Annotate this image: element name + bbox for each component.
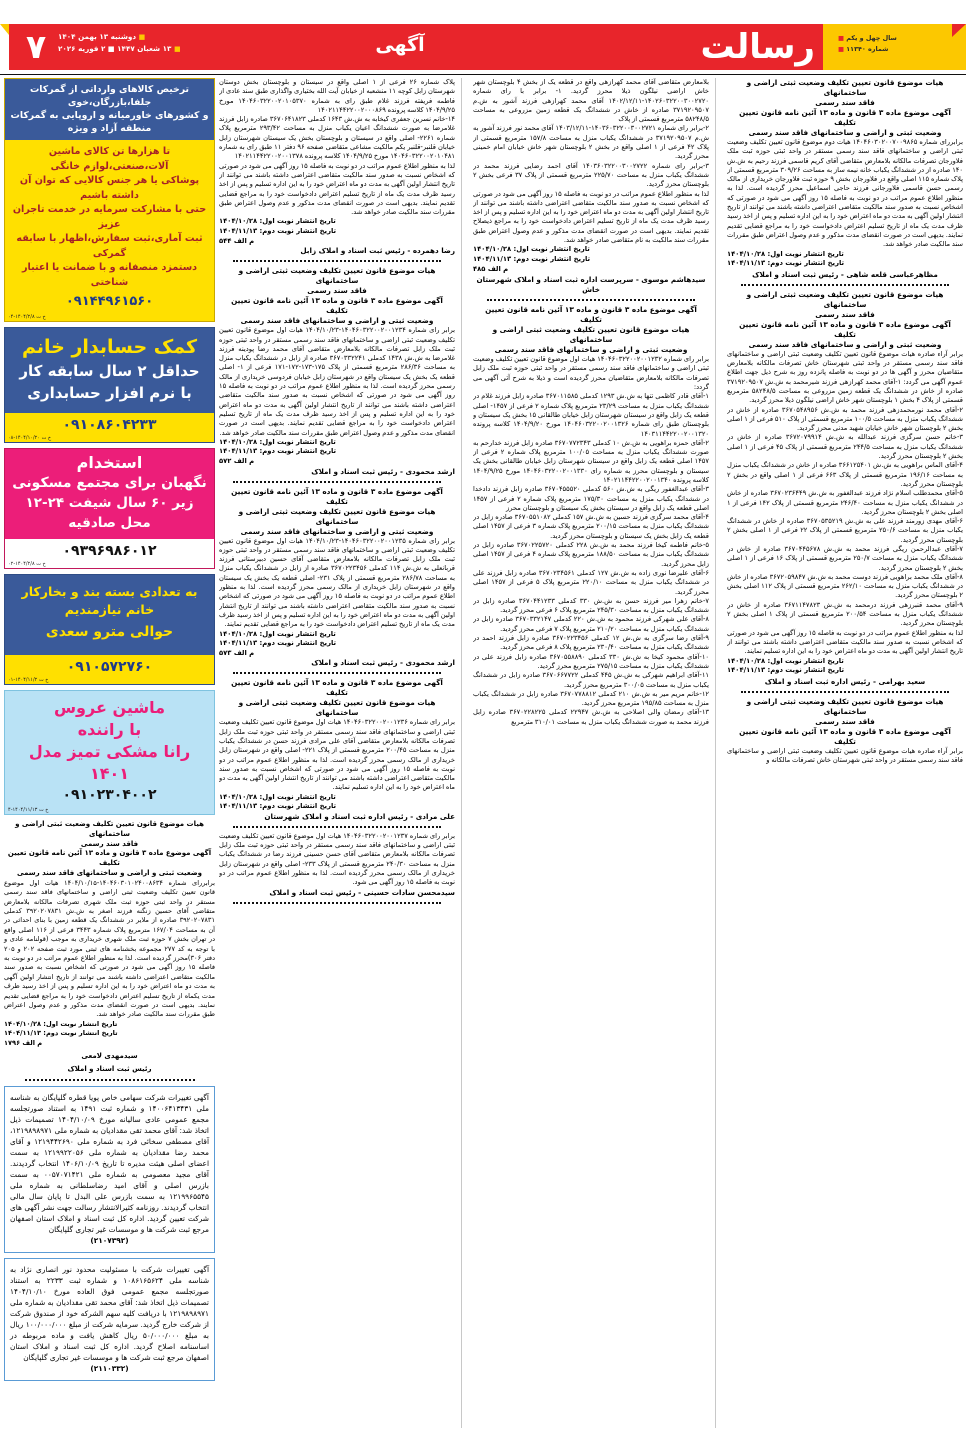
notice-date-2: تاریخ انتشار نوبت دوم: ۱۴۰۴/۱۱/۱۳ xyxy=(219,802,337,811)
notice-item: ۸-آقای علی شهرکی فرزند محمود به ش.ش ۲۲۰ کدملی ۳۶۷۰۳۳۲۱۴۷ صادره زابل در ششدانگ یکباب منزل به مساحت ۲۱۰/۲۰ مترمربع پلاک ۷ فرعی محرز گردید. xyxy=(473,615,709,633)
column-divider xyxy=(461,78,462,1428)
notice-head-2: فاقد سند رسمی xyxy=(815,98,875,107)
notice-head-1: هیات موضوع قانون تعیین تکلیف وضعیت ثبتی اراضی و ساختمانهای xyxy=(238,506,436,526)
notice-body: بلامعارض متقاضی آقای محمد کهرازهی واقع در قطعه یک از بخش ۴ بلوچستان شهر خاش اراضی نیلگون ذیلا محرز گردید. ۱- برابر با رای شماره ۱۴۰۲۶۰۳۲۲۰۰۳۰۰۲۷۲۰-۱۴۰۲/۱۲/۱۱ آقای محمد کهرازهی فرزند آشور به ش.م ۳۷۱۹۲۰۹۵۰۷ صادره از خاش در ششدانگ یک قطعه زمین مزروعی به مساحت ۵۸۲۴۸/۵ مترمربع قسمتی از پلاک xyxy=(473,78,709,124)
ad-guard-line-3: زیر ۶۰ سال شیفت ۲۴-۱۲ محل صادقیه xyxy=(25,495,194,531)
masthead-corner-right-icon xyxy=(952,24,966,37)
rail-notice-signature-title: رئیس ثبت اسناد و املاک xyxy=(67,1065,152,1074)
ad-customs-body-4: ثبت آماری،ثبت سفارش،اظهار با سابقه گمرکی xyxy=(16,233,203,259)
notice-date-1: تاریخ انتشار نوبت اول: ۱۴۰۴/۱۰/۲۸ xyxy=(219,629,336,638)
notice-item: ۸-آقای ملک محمد براهویی فرزند دوست محمد به ش.ش ۳۶۷۲۰۵۹۸۴۷ صادره از خاش در ششدانگ یکباب منزل به مساحت ۲۶۲/۱۰ مترمربع قسمتی از پلاک ۱۱۲ اصلی بخش ۲ بلوچستان محرز گردید. xyxy=(727,572,963,600)
notice-body: برابر رای شماره ۱۴۰۴۶۰۳۲۲۰۰۲۰۰۱۲۳۲ هیات اول موضوع قانون تعیین تکلیف وضعیت ثبتی اراضی و ساختمانهای فاقد سند رسمی مستقر در واحد ثبتی حوزه ثبت ملک زابل تصرفات مالکانه بلامعارض متقاضیان محرز گردیده است و ذیلا به شرح آتی آگهی می گردد: xyxy=(473,355,709,392)
notice-date-1: تاریخ انتشار نوبت اول: ۱۴۰۴/۱۰/۲۸ xyxy=(727,249,844,258)
ad-weddingcar-line-2: با راننده xyxy=(77,720,142,739)
notice-body: پلاک شماره ۲۶ فرعی از ۱ اصلی واقع در سیستان و بلوچستان بخش دوستان شهرستان زابل کوچه ۱۱ منشعبه از خیابان آیت الله بختیاری واگذاری طبق سند عادی از فاطمه فریفته فرزند غلام طبق رای به شماره ۱۴۰۴۶۰۳۲۲۰۰۲۰۱۰۵۳۷۰ مورخ ۱۴۰۴/۹/۲۵ کلاسه پرونده ۱۴۰۲۱۱۴۴۲۲۰۰۲۰۰۰۸۶۹ xyxy=(219,78,455,114)
notice-date-1: تاریخ انتشار نوبت اول: ۱۴۰۴/۱۰/۲۸ xyxy=(219,792,336,801)
notice-head-3: آگهی موضوع ماده ۳ قانون و ماده ۱۳ آئین نامه قانون تعیین تکلیف xyxy=(485,305,697,325)
notice-head-1: هیات موضوع قانون تعیین تکلیف وضعیت ثبتی اراضی و ساختمانهای xyxy=(492,325,690,345)
company-change-notice-1 xyxy=(4,1086,215,1253)
section-separator xyxy=(487,299,695,301)
notice-head-4: وضعیت ثبتی و اراضی و ساختمانهای فاقد سند رسمی xyxy=(748,128,942,137)
company-notice-1-code: (۲۱۰۷۳۹۲) xyxy=(90,1236,129,1246)
ad-packers-line-1: به تعدادی بسته بند و بخارکار خانم نیازمندیم xyxy=(21,584,198,617)
date-lunar-gregorian: ۱۳ شعبان ۱۴۴۷ ■ ۲ فوریه ۲۰۲۶ xyxy=(58,44,172,53)
notice-item: ۱۴-خانم نسرین جعفری کیخابه به ش.ش ۱۶۴۳ کدملی ۳۶۷۰۶۴۱۸۲۳ صادره زابل فرزند غلامرضا به صورت ششدانگ اعیان یکباب منزل به مساحت ۲۹۳/۴۲ مترمربع پلاک شماره ۲۲۶۱- اصلی واقع در سیستان و بلوچستان بخش یک سیستان شهرستان زابل خیابان قلنبر-قلنبر یکم مالکیت مشاعی متقاضی صفحه ۹۶ دفتر ۱۱ طبق رای به شماره ۱۴۰۴۶۰۳۲۲۰۰۲۰۱۰۴۸۱ مورخ ۱۴۰۴/۹/۲۵ کلاسه پرونده ۱۴۰۲۱۱۴۴۲۲۰۰۲۰۰۱۳۷۸ xyxy=(219,115,455,161)
column-left xyxy=(219,78,455,1436)
rail-notice-body: برابررای شماره ۱۴۰۴۶۰۳۰۱۰۲۴۰۰۸۶۳۴-۱۴۰۴/۱۰/۱۵ هیات اول موضوع قانون تعیین تکلیف وضعیت ثبتی اراضی و ساختمانهای فاقد سند رسمی مستقر در واحد ثبتی حوزه ثبت ملک شهری تصرفات مالکانه بلامعارض متقاضی آقای حسین زنگنه فرزند اصغر به ش.ش ۳۹۲۰۲۰۷۸۳۱ کدملی ۳۹۲۰۲۰۷۸۳۱ صادره از ملایر در ششدانگ یک قطعه زمین با بنای احداثی در آن به مساحت ۱۶۷/۰۴ مترمربع پلاک شماره ۳۴۴۳ فرعی از ۱۱۶ اصلی واقع در تهران بخش ۷ حوزه ثبت ملک شهری خریداری به موجب (قولنامه عادی و با توجه به کد ۲۷۷ مجموعه بخشنامه های ثبتی مورد ثبت صفحه ۲۰۲ و ۲۰۵ دفتر ۳۰۶)محرز گردیده است. لذا به منظور اطلاع عموم مراتب در دو نوبت به فاصله ۱۵ روز آگهی می شود در صورتی که اشخاص نسبت به صدور سند مالکیت متقاضی اعتراضی داشته باشند می توانند از تاریخ انتشار اولین آگهی به مدت دو ماه اعتراض خود را به این اداره تسلیم و پس از اخذ رسید ظرف مدت یکماه از تاریخ تسلیم اعتراض دادخواست خود را به مراجع قضایی تقدیم نمایند. بدیهی است در صورت انقضای مدت مذکور و عدم وصول اعتراض طبق مقررات سند مالکیت صادر خواهد شد. xyxy=(4,878,216,1019)
masthead-info xyxy=(838,33,950,55)
ad-packers-phone[interactable]: ۰۹۱۰۵۷۲۷۶۰ xyxy=(66,659,153,675)
company-notice-2-code: (۲۱۱۰۳۳۲) xyxy=(90,1364,129,1374)
masthead-corner-left-icon xyxy=(0,24,9,35)
notice-item: ۷-آقای عبدالرحمن ریگی فرزند محمد به ش.ش ۳۶۷۰۴۴۵۶۷۸ صادره از خاش در ششدانگ یکباب منزل به مساحت ۲۵۰/۷ مترمربع قسمتی از پلاک ۱۶ فرعی از ۱ اصلی بخش ۲ بلوچستان محرز گردید. xyxy=(727,544,963,572)
rail-notice-date-2: تاریخ انتشار نوبت دوم: ۱۴۰۴/۱۱/۱۳ xyxy=(4,1029,118,1038)
notice-item: ۴-آقای الماس براهویی به ش.ش ۳۶۶۱۲۵۴۰۱ صادره از خاش در ششدانگ یکباب منزل به مساحت ۱۹۶/۱۶ مترمربع قسمتی از پلاک ۶۶۳ فرعی از ۱ اصلی واقع در بخش ۲ بلوچستان محرز گردید. xyxy=(727,461,963,488)
legal-notice xyxy=(219,487,455,669)
rail-notice-date-1: تاریخ انتشار نوبت اول: ۱۴۰۴/۱۰/۲۸ xyxy=(4,1019,118,1028)
ad-accountant-phone[interactable]: ۰۹۱۰۸۶۰۴۲۳۳ xyxy=(62,417,157,433)
notice-head-3: آگهی موضوع ماده ۳ قانون و ماده ۱۳ آئین نامه قانون تعیین تکلیف xyxy=(739,319,951,339)
rail-notice-head-1: هیات موضوع قانون تعیین تکلیف وضعیت ثبتی اراضی و ساختمانهای xyxy=(15,820,204,838)
section-separator xyxy=(233,902,441,904)
notice-body: برابر رای شماره ۱۴۰۴۶۰۳۲۲۰۰۲۰۰۱۲۳۵-۱۴۰۴/۱۰/۲۳ هیات اول موضوع قانون تعیین تکلیف وضعیت ثبتی اراضی و ساختمانهای فاقد سند رسمی مستقر در واحد ثبتی حوزه ثبت ملک زابل تصرفات مالکانه بلامعارض متقاضی آقای حسین دبیرستانی فرزند قربانعلی به ش.ش ۱۱۴ کدملی ۳۶۷۰۲۲۳۴۵۶ صادره از زابل در ششدانگ یکباب منزل به مساحت ۲۸۶/۷۸ مترمربع قسمتی از پلاک ۲۳۱- اصلی قطعه یک بخش یک سیستان واقع در شهرستان زابل خریداری از مالک رسمی محرز گردیده است. لذا به منظور اطلاع عموم مراتب در دو نوبت به فاصله ۱۵ روز آگهی می شود در صورتی که اشخاص نسبت به صدور سند مالکیت متقاضی اعتراضی داشته باشند می توانند از تاریخ انتشار اولین آگهی به مدت دو ماه اعتراض خود را به این اداره تسلیم و پس از اخذ رسید ظرف مدت یک ماه از تاریخ تسلیم اعتراض دادخواست خود را به مراجع قضایی تقدیم نمایند. xyxy=(219,536,455,629)
notice-head-4: وضعیت ثبتی و اراضی و ساختمانهای فاقد سند رسمی xyxy=(240,526,434,536)
company-notice-2-text: آگهی تغییرات شرکت با مسئولیت محدود نور انصاری نژاد به شناسه ملی ۱۰۸۶۱۶۵۶۲۴ و شماره ثبت ۲۲۳۳ به استناد صورتجلسه مجمع عمومی فوق العاده مورخ ۱۴۰۴/۱۰/۱۰ تصمیمات ذیل اتخاذ شد: آقای محمد تقی مقدادیان به شماره ملی ۱۲۱۹۸۹۸۹۷۱ با دریافت کلیه سهم الشرکه خود از صندوق شرکت از شرکت خارج گردید. سرمایه شرکت از مبلغ ۱۰۰/۰۰۰/۰۰۰ ریال به مبلغ ۵۰/۰۰۰/۰۰۰ ریال کاهش یافت و ماده مربوطه در اساسنامه اصلاح گردید. اداره کل ثبت اسناد و املاک استان اصفهان مرجع ثبت شرکت ها و موسسات غیر تجاری گلپایگان xyxy=(10,1265,210,1363)
notice-tail: لذا به منظور اطلاع عموم مراتب در دو نوبت به فاصله ۱۵ روز آگهی می شود در صورتی که اشخاص نسبت به صدور سند مالکیت متقاضی اعتراضی داشته باشند می توانند از تاریخ انتشار اولین آگهی به مدت دو ماه اعتراض خود را به این اداره تسلیم و پس از اخذ رسید ظرف مدت یک ماه از تاریخ تسلیم اعتراض دادخواست خود را به مراجع قضایی تقدیم نمایند. بدیهی است در صورت انقضای مدت مذکور و عدم وصول اعتراض طبق مقررات سند مالکیت صادر خواهد شد. xyxy=(219,161,455,217)
notice-signature: علی مرادی - رئیس اداره ثبت اسناد و املاک شهرستان xyxy=(264,811,455,821)
notice-date-2: تاریخ انتشار نوبت دوم: ۱۴۰۴/۱۱/۱۳ xyxy=(473,254,591,263)
legal-notice xyxy=(219,78,455,256)
notice-body: برابر رای شماره ۱۴۰۴۶۰۳۲۲۰۰۲۰۰۱۲۳۶ هیات اول موضوع قانون تعیین تکلیف وضعیت ثبتی اراضی و ساختمانهای فاقد سند رسمی مستقر در واحد ثبتی حوزه ثبت ملک زابل تصرفات مالکانه بلامعارض متقاضی آقای علی مرادی فرزند حسن در ششدانگ یکباب منزل به مساحت ۲۰۰/۴۵ مترمربع قسمتی از پلاک ۲۲۱- اصلی واقع در شهرستان زابل خریداری از مالک رسمی محرز گردیده است. لذا به منظور اطلاع عموم مراتب در دو نوبت به فاصله ۱۵ روز آگهی می شود در صورتی که اشخاص نسبت به صدور سند مالکیت متقاضی اعتراضی داشته باشند می توانند از تاریخ انتشار اولین آگهی به مدت دو ماه اعتراض خود را به این اداره تسلیم نمایند. xyxy=(219,718,455,792)
notice-head-4: وضعیت ثبتی و اراضی و ساختمانهای فاقد سند رسمی xyxy=(494,345,688,355)
notice-head-1: هیات موضوع قانون تعیین تکلیف وضعیت ثبتی اراضی و ساختمانهای xyxy=(746,78,944,97)
ad-packers-body xyxy=(5,575,214,655)
masthead-year: سال چهل و یکم xyxy=(846,34,897,42)
legal-notice xyxy=(727,78,963,280)
ad-residential-guard[interactable] xyxy=(4,448,215,569)
notice-signature: رضا دهمرده - رئیس ثبت اسناد و املاک زابل xyxy=(300,246,455,256)
notice-head-3: آگهی موضوع ماده ۳ قانون و ماده ۱۳ آئین نامه قانون تعیین تکلیف xyxy=(739,108,951,127)
legal-notice xyxy=(219,678,455,822)
ad-packers-needed[interactable] xyxy=(4,574,215,685)
ad-customs-body-1: تا هزارها تن کالای ماشین آلات،صنعتی،لوازم خانگی xyxy=(48,146,171,172)
notice-code: م الف ۴۸۵ xyxy=(473,264,509,273)
notice-body: برابر آراء صادره هیات موضوع قانون تعیین تکلیف وضعیت ثبتی اراضی و ساختمانهای فاقد سند رسمی مستقر در واحد ثبتی شهرستان خاش تصرفات مالکانه بلامعارض متقاضیان محرز و آگهی ها در دو نوبت به فاصله پانزده روز به شرح ذیل جهت اطلاع عموم آگهی می گردد: ۱-آقای محمد کهرازهی فرزند شیرمحمد به ش.ش ۳۷۱۹۲۰۹۵۰۷ صادره از خاش در ششدانگ یک قطعه زمین مزروعی به مساحت ۵۸۲۴۸/۵ مترمربع قسمتی از پلاک ۴ بخش ۱ بلوچستان شهر خاش اراضی نیلگون ذیلا محرز گردید. xyxy=(727,349,963,405)
newspaper-title: رسالت xyxy=(700,27,815,67)
ad-accountant-line-2: حداقل ۲ سال سابقه کار xyxy=(19,362,200,380)
ad-customs-line-1: ترخیص کالاهای وارداتی از گمرکات جلفا،بازرگان،خوی xyxy=(29,84,190,108)
legal-notice xyxy=(727,697,963,766)
notice-head-4: وضعیت ثبتی و اراضی و ساختمانهای فاقد سند رسمی xyxy=(240,316,434,326)
ad-wedding-car[interactable] xyxy=(4,690,215,815)
notice-head-1: هیات موضوع قانون تعیین تکلیف وضعیت ثبتی اراضی و ساختمانهای xyxy=(238,266,436,286)
section-separator xyxy=(233,260,441,262)
notice-signature: سیدمحسن سادات حسینی - رئیس ثبت اسناد و املاک xyxy=(269,887,455,897)
rail-notice-head-3: آگهی موضوع ماده ۳ قانون و ماده ۱۳ آئین نامه قانون تعیین تکلیف xyxy=(7,849,212,868)
notice-item: ۲-آقای حمزه براهویی به ش.ش ۱۰ کدملی ۳۶۷۰۷۷۲۳۴۳ صادره زابل فرزند خدارحم به صورت ششدانگ یکباب منزل به مساحت ۱۰۰/۰۵ مترمربع پلاک شماره ۲ فرعی از ۱۴۵۷ اصلی قطعه یک زابل واقع در سیستان شهرستان زابل خیابان طالقانی بخش یک سیستان و بلوچستان محرز به شماره رای ۱۴۰۴۶۰۳۲۲۰۰۲۰۰۱۳۳۰ مورخ ۱۴۰۴/۹/۲۵ کلاسه پرونده ۱۴۰۲۱۱۴۴۲۲۰۰۲۰۰۱۳۴۰ xyxy=(473,438,709,484)
notice-signature: سیدهاشم موسوی - سرپرست اداره ثبت اسناد و املاک شهرستان خاش xyxy=(476,275,706,295)
ad-guard-code: خ ت ۱۴۰۴/۲/۸-۰۲ xyxy=(8,561,46,567)
notice-item: ۳-برابر رای شماره ۱۴۰۳۶۰۳۲۲۰۰۳۰۰۲۷۲۲ آقای احمد رضایی فرزند محمد در ششدانگ یکباب منزل به مساحت ۲۲۵/۷۰ مترمربع قسمتی از پلاک ۳۷ فرعی بخش ۲ بلوچستان محرز گردید. xyxy=(473,161,709,189)
masthead-dates xyxy=(58,31,208,55)
notice-signature: سعید بهرامی - رئیس اداره ثبت اسناد و املاک xyxy=(764,676,926,686)
notice-head-2: فاقد سند رسمی xyxy=(815,716,875,726)
notice-code: م الف ۵۷۳ xyxy=(219,648,255,657)
notice-head-3: آگهی موضوع ماده ۳ قانون و ماده ۱۳ آئین نامه قانون تعیین تکلیف xyxy=(231,486,443,506)
section-separator xyxy=(741,691,949,693)
notices-columns xyxy=(219,78,963,1438)
ad-accountant-title: کمک حسابدار خانم xyxy=(21,336,198,358)
ad-accountant-footer xyxy=(5,413,214,442)
section-separator xyxy=(233,672,441,674)
notice-date-1: تاریخ انتشار نوبت اول: ۱۴۰۴/۱۰/۲۸ xyxy=(219,217,336,226)
notice-code: م الف ۵۷۲ xyxy=(219,456,255,465)
rail-notice-signature-name: سیدمهدی لامعی xyxy=(81,1052,138,1061)
notice-body: برابر آراء صادره هیات موضوع قانون تعیین تکلیف وضعیت ثبتی اراضی و ساختمانهای فاقد سند رسمی مستقر در واحد ثبتی شهرستان خاش تصرفات مالکانه و xyxy=(727,746,963,765)
section-separator xyxy=(25,1079,195,1081)
ad-customs-body-5: دستمزد منصفانه و با ضمانت یا اعتبار شناختی xyxy=(21,262,198,288)
ad-guard-body xyxy=(5,449,214,539)
notice-signature: مظاهرعباسی قلعه شاهی - رئیس ثبت اسناد و املاک xyxy=(752,269,938,279)
ad-customs-phone[interactable]: ۰۹۱۴۴۹۶۱۵۶۰ xyxy=(65,294,154,309)
notice-head-2: فاقد سند رسمی xyxy=(815,309,875,319)
notice-item: ۱۰-آقای محمود کیخا به ش.ش ۳۳۰ کدملی ۳۶۷۰۵۵۸۸۹۰ صادره زابل فرزند علی در ششدانگ یکباب منزل به مساحت ۲۷۵/۱۵ مترمربع محرز گردید. xyxy=(473,652,709,670)
ad-customs-header xyxy=(5,79,214,140)
notice-head-4: وضعیت ثبتی و اراضی و ساختمانهای فاقد سند رسمی xyxy=(748,339,942,349)
ad-packers-footer xyxy=(5,655,214,684)
ad-guard-line-2: نگهبان برای مجتمع مسکونی xyxy=(12,475,207,491)
notice-item: ۶-آقای مهدی زورمند فرزند علی به ش.ش ۳۶۷۰۵۳۵۲۱۹ صادره از خاش در ششدانگ یکباب منزل به مساحت ۲۵۰/۶ مترمربع قسمتی از پلاک ۲۲ فرعی از ۱ اصلی بخش ۲ بلوچستان محرز گردید. xyxy=(727,517,963,544)
notice-item: ۷-خانم زهرا میر فرزند حسن به ش.ش ۳۳۰ کدملی ۳۶۷۰۴۴۱۲۳۳ صادره زابل در ششدانگ یکباب منزل به مساحت ۲۴۵/۳۰ مترمربع پلاک ۶ فرعی محرز گردید. xyxy=(473,596,709,615)
company-notice-1-text: آگهی تغییرات شرکت سهامی خاص پویا قطره گلپایگان به شناسه ملی ۱۴۰۰۶۴۱۳۴۳۱ و شماره ثبت ۱۴۹۱ به استناد صورتجلسه مجمع عمومی عادی سالیانه مورخ ۱۴۰۴/۱۰/۰۹ تصمیمات ذیل اتخاذ شد: آقای محمد تقی مقدادیان به شماره ملی ۱۲۱۹۸۹۸۹۷۱، آقای مصطفی سخائی فرد به شماره ملی ۱۲۱۹۴۴۲۶۹۰ و آقای محمد رضا مقدادیان به شماره ملی ۱۲۱۹۹۲۲۰۵۶ به سمت اعضای اصلی هیئت مدیره تا تاریخ ۱۴۰۶/۱۰/۰۹ انتخاب گردیدند. آقای مجید معصومی به شماره ملی ۰۰۵۷۰۷۱۴۲۱ به سمت بازرس اصلی و آقای امید رضاسلطانی به شماره ملی ۱۲۱۹۹۶۵۵۴۵ به سمت بازرس علی البدل تا پایان سال مالی انتخاب گردیدند. روزنامه کثیرالانتشار رسالت جهت نشر آگهی های شرکت تعیین گردید. اداره کل ثبت اسناد و املاک استان اصفهان مرجع ثبت شرکت ها و موسسات غیر تجاری گلپایگان xyxy=(10,1093,210,1235)
notice-code: م الف ۵۴۴ xyxy=(219,236,255,245)
notice-item: ۱۲-خانم مریم میر به ش.ش ۲۱۰ کدملی ۳۶۷۰۷۷۸۸۱۲ صادره زابل در ششدانگ یکباب منزل به مساحت ۱۹۵/۸۵ مترمربع محرز گردید. xyxy=(473,689,709,708)
ad-accountant-code: خ ت ۱۴۰۴/۱۰/۲۰-۰۸ xyxy=(8,435,52,441)
notice-item: ۹-آقای رضا سرگزی به ش.ش ۱۲ کدملی ۳۶۷۰۲۲۳۴۵۶ صادره زابل فرزند احمد در ششدانگ یکباب منزل به مساحت ۲۳۰/۴۰ مترمربع پلاک ۸ فرعی محرز گردید. xyxy=(473,634,709,652)
notice-item: ۲-آقای محمد نورمحمدزهی فرزند محمد به ش.ش ۳۶۷۰۵۴۸۹۵۶ صادره از خاش در ششدانگ یکباب منزل به مساحت ۱۰۰/۵ مترمربع قسمتی از پلاک ۵۱۰ فرعی از ۱ اصلی بخش ۲ بلوچستان شهر خاش خیابان شهید مدنی محرز گردید. xyxy=(727,405,963,433)
ad-weddingcar-phone[interactable]: ۰۹۱۰۲۳۰۴۰۰۲ xyxy=(62,787,157,803)
notice-date-1: تاریخ انتشار نوبت اول: ۱۴۰۴/۱۰/۲۸ xyxy=(219,437,336,446)
notice-head-3: آگهی موضوع ماده ۳ قانون و ماده ۱۳ آئین نامه قانون تعیین تکلیف xyxy=(231,678,443,698)
masthead-divider xyxy=(0,74,966,75)
notice-tail: لذا به منظور اطلاع عموم مراتب در دو نوبت به فاصله ۱۵ روز آگهی می شود در صورتی که اشخاص نسبت به صدور سند مالکیت متقاضی اعتراضی داشته باشند می توانند از تاریخ انتشار اولین آگهی به مدت دو ماه اعتراض خود را به این اداره تسلیم نمایند. xyxy=(727,628,963,656)
company-change-notice-2 xyxy=(4,1258,215,1381)
masthead xyxy=(0,24,966,70)
bullet-icon: ■ xyxy=(173,45,181,53)
ad-customs-body-3: حتی با مشارکت سرمایه در خدمت تاجران عزیز xyxy=(12,204,207,230)
section-separator xyxy=(233,826,441,828)
notice-item: ۱۱-آقای ابراهیم شهرکی به ش.ش ۴۴۵ کدملی ۳۶۷۰۶۶۷۷۲۲ صادره زابل در ششدانگ یکباب منزل به مساحت ۳۰۰/۰۵ مترمربع محرز گردید. xyxy=(473,671,709,689)
ad-customs-line-2: و کشورهای خاورمیانه و اروپایی به گمرکات منطقه آزاد و ویژه xyxy=(10,110,209,134)
notice-date-1: تاریخ انتشار نوبت اول: ۱۴۰۴/۱۰/۲۸ xyxy=(473,245,590,254)
ad-customs-body-2: پوشاکی یا هر جنس کالایی که توان آن داشته باشیم xyxy=(19,175,200,201)
legal-notice xyxy=(473,305,709,727)
advertisement-rail xyxy=(4,78,215,1386)
notice-item: ۴-آقای محمد سرگزی فرزند حسین به ش.ش ۱۵۷ کدملی ۳۶۷۰۵۵۱۰۸۲ صادره زابل در ششدانگ یکباب منزل به مساحت ۲۰۰/۱۵ مترمربع پلاک شماره ۳ فرعی از ۱۴۵۷ اصلی قطعه یک زابل بخش یک سیستان و بلوچستان محرز گردید. xyxy=(473,513,709,540)
ad-customs-body xyxy=(5,140,214,321)
notice-date-2: تاریخ انتشار نوبت دوم: ۱۴۰۴/۱۱/۱۳ xyxy=(727,666,845,675)
bullet-icon: ■ xyxy=(838,45,845,53)
rail-notice-head-2: فاقد سند رسمی xyxy=(80,839,139,848)
bullet-icon: ■ xyxy=(138,33,146,41)
notice-signature: ارشد محمودی - رئیس ثبت اسناد و املاک xyxy=(311,466,455,476)
masthead-issue: شماره ۱۱۳۴۰ xyxy=(846,45,889,53)
column-divider xyxy=(715,78,716,1428)
ad-guard-footer xyxy=(5,539,214,568)
page-number: ۷ xyxy=(26,27,47,66)
notice-head-1: هیات موضوع قانون تعیین تکلیف وضعیت ثبتی اراضی و ساختمانهای xyxy=(746,289,944,309)
notice-head-1: هیات موضوع قانون تعیین تکلیف وضعیت ثبتی اراضی و ساختمانهای xyxy=(238,698,436,718)
notice-date-2: تاریخ انتشار نوبت دوم: ۱۴۰۴/۱۱/۱۳ xyxy=(219,639,337,648)
notice-date-2: تاریخ انتشار نوبت دوم: ۱۴۰۴/۱۱/۱۳ xyxy=(219,447,337,456)
bullet-icon: ■ xyxy=(838,34,845,42)
notice-item: ۳-آقای عبدالغفور ریگی به ش.ش ۵۶۰ کدملی ۳۶۷۰۴۵۵۵۲۰ صادره زابل فرزند دادخدا در ششدانگ یکباب منزل به مساحت ۱۷۵/۳۰ مترمربع پلاک شماره ۲ فرعی از ۱۴۵۷ اصلی قطعه یک زابل واقع در سیستان بخش یک سیستان و بلوچستان محرز xyxy=(473,485,709,512)
section-title: آگهی xyxy=(375,34,425,56)
column-right xyxy=(727,78,963,1436)
legal-notice xyxy=(473,78,709,295)
notice-head-3: آگهی موضوع ماده ۳ قانون و ماده ۱۳ آئین نامه قانون تعیین تکلیف xyxy=(739,726,951,746)
notice-item: ۵-آقای محمدطلب اسلام نژاد فرزند عبدالغفور به ش.ش ۳۶۷۰۲۳۶۴۴۹ صادره از خاش در ششدانگ یکباب منزل به مساحت ۲۴۶/۴۰ مترمربع قسمتی از پلاک ۱۴۲ فرعی از ۱ اصلی بخش ۲ بلوچستان محرز گردید. xyxy=(727,489,963,516)
rail-notice-code: م الف ۱۷۹۶ xyxy=(4,1038,43,1047)
ad-guard-title: استخدام xyxy=(76,453,143,472)
notice-signature: ارشد محمودی - رئیس ثبت اسناد و املاک xyxy=(311,658,455,668)
rail-notice-head-4: وضعیت ثبتی و اراضی و ساختمانهای فاقد سند رسمی xyxy=(17,868,202,877)
notice-date-2: تاریخ انتشار نوبت دوم: ۱۴۰۴/۱۱/۱۳ xyxy=(219,227,337,236)
section-separator xyxy=(741,284,949,286)
ad-accountant-line-3: با نرم افزار حسابداری xyxy=(27,384,192,402)
notice-body: برابر رای شماره ۱۴۰۴۶۰۳۲۲۰۰۲۰۰۱۲۳۷ هیات اول موضوع قانون تعیین تکلیف وضعیت ثبتی اراضی و ساختمانهای فاقد سند رسمی مستقر در واحد ثبتی حوزه ثبت ملک زابل تصرفات مالکانه بلامعارض متقاضی آقای حسن حسینی فرزند رضا در ششدانگ یکباب منزل به مساحت ۲۴۰/۳۰ مترمربع قسمتی از پلاک ۲۳۳- اصلی واقع در شهرستان زابل خریداری از مالک رسمی محرز گردیده است. لذا به منظور اطلاع عموم مراتب در دو نوبت به فاصله ۱۵ روز آگهی می شود. xyxy=(219,831,455,887)
legal-notice xyxy=(727,290,963,687)
date-solar: دوشنبه ۱۳ بهمن ۱۴۰۴ xyxy=(58,32,137,41)
legal-notice xyxy=(219,266,455,476)
ad-customs-clearance[interactable] xyxy=(4,78,215,322)
ad-customs-code: خ ت ۱۴۰۴/۲/۸-۰۴ xyxy=(8,314,46,320)
ad-weddingcar-code: خ ت ۱۴۰۴/۱۱/۱۳-۴ xyxy=(8,807,49,813)
ad-packers-code: خ ت ۱۴۰۴/۱۱/۲-۰۱ xyxy=(8,677,49,683)
notice-item: ۱-آقای قادر کاظمی تنها به ش.ش ۱۲۹۳ کدملی ۳۶۷۰۱۱۵۸۵ صادره زابل فرزند غلام در ششدانگ یکباب منزل به مساحت ۲۳/۲۹ مترمربع پلاک شماره ۲ فرعی از ۱۴۵۷- اصلی قطعه یک زابل واقع در سیستان شهرستان زابل خیابان طالقانی ۱۵ بخش یک سیستان و بلوچستان طبق رای شماره ۱۴۰۴۶۰۳۲۲۰۰۲۰۰۱۳۲۶ مورخ ۱۴۰۴/۹/۲۰ کلاسه پرونده ۱۴۰۳۱۱۴۴۲۲۰۰۲۰۰۱۳۲۰ xyxy=(473,392,709,438)
ad-guard-phone[interactable]: ۰۹۳۹۶۹۸۶۰۱۲ xyxy=(62,543,157,559)
ad-packers-line-2: حوالی مترو سعدی xyxy=(45,624,174,640)
rail-legal-notice xyxy=(4,820,215,1074)
notice-item: ۱۳-آقای رمضان والی اصلاحی به ش.ش ۲۲۹۴۷ کدملی ۳۶۷۰۲۲۸۲۲۵ صادره زابل فرزند محمد به صورت ششدانگ یکباب منزل به مساحت ۳۱۰/۰۱ مترمربع xyxy=(473,708,709,726)
section-separator xyxy=(233,481,441,483)
notice-item: ۲-برابر رای شماره ۱۴۰۳۶۰۳۲۲۰۰۳۰۰۲۷۲۱-۱۴۰۳/۱۲/۱۱ آقای محمد نور فرزند آشور به ش.م ۳۷۱۹۲۰۹۵۰۷ در ششدانگ یکباب منزل به مساحت ۱۵۷/۸ مترمربع قسمتی از پلاک ۴۲ فرعی از ۱ اصلی واقع در بخش ۲ بلوچستان شهر خاش خیابان امام خمینی محرز گردید. xyxy=(473,124,709,161)
notice-item: ۵-خانم فاطمه کیخا فرزند محمد به ش.ش ۲۲۸ کدملی ۳۶۷۰۲۲۵۷۲۰ صادره زابل در ششدانگ یکباب منزل به مساحت ۱۸۸/۵۰ مترمربع پلاک شماره ۴ فرعی از ۱۴۵۷ اصلی زابل محرز گردید. xyxy=(473,541,709,568)
notice-tail: لذا به منظور اطلاع عموم مراتب در دو نوبت به فاصله ۱۵ روز آگهی می شود در صورتی که اشخاص نسبت به صدور سند مالکیت متقاضی اعتراضی داشته باشند می توانند از تاریخ انتشار اولین آگهی به مدت دو ماه اعتراض خود را به این اداره تسلیم و پس از اخذ رسید ظرف مدت یک ماه از تاریخ تسلیم اعتراض دادخواست خود را به مراجع ذیصلاح تقدیم نمایند. بدیهی است در صورت انقضای مدت مذکور و عدم وصول اعتراض طبق مقررات سند مالکیت به نام متقاضی صادر خواهد شد. xyxy=(473,189,709,245)
notice-body: برابر رای شماره ۱۴۰۴۶۰۳۲۲۰۰۲۰۰۱۲۳۴-۱۴۰۴/۱۰/۲۳ هیات اول موضوع قانون تعیین تکلیف وضعیت ثبتی اراضی و ساختمانهای فاقد سند رسمی مستقر در واحد ثبتی حوزه ثبت ملک زابل تصرفات مالکانه بلامعارض متقاضی آقای محمد رضا پودینه فرزند غلامرضا به ش.ش ۱۴۳۸ کدملی ۳۶۷۰۳۳۲۲۴۱ صادره از زابل در ششدانگ یکباب منزل به مساحت ۲۸۶/۳۶ مترمربع قسمتی از پلاک ۱۷۵-۱۷۳-۱۷۲-۱۷۱ فرعی از ۱- اصلی قطعه یک بخش یک سیستان واقع در شهرستان زابل خیابان فردوسی خریداری از مالک رسمی محرز گردیده است. لذا به منظور اطلاع عموم مراتب در دو نوبت به فاصله ۱۵ روز آگهی می شود در صورتی که اشخاص نسبت به صدور سند مالکیت متقاضی اعتراضی داشته باشند می توانند از تاریخ انتشار اولین آگهی به مدت دو ماه اعتراض خود را به این اداره تسلیم و پس از اخذ رسید ظرف مدت یک ماه از تاریخ تسلیم اعتراض دادخواست خود را به مراجع قضایی تقدیم نمایند. بدیهی است در صورت انقضای مدت مذکور و عدم وصول اعتراض طبق مقررات سند مالکیت صادر خواهد شد. xyxy=(219,326,455,437)
notice-head-1: هیات موضوع قانون تعیین تکلیف وضعیت ثبتی اراضی و ساختمانهای xyxy=(746,696,944,716)
notice-head-2: فاقد سند رسمی xyxy=(307,286,367,296)
ad-assistant-accountant[interactable] xyxy=(4,327,215,443)
notice-date-2: تاریخ انتشار نوبت دوم: ۱۴۰۴/۱۱/۱۳ xyxy=(727,259,845,268)
ad-accountant-body xyxy=(5,328,214,413)
notice-head-3: آگهی موضوع ماده ۳ قانون و ماده ۱۳ آئین نامه قانون تعیین تکلیف xyxy=(231,296,443,316)
notice-item: ۶-آقای علیرضا نوری زاده به ش.ش ۱۲۷ کدملی ۳۶۷۰۲۳۴۵۶۱ صادره زابل فرزند علی در ششدانگ یکباب منزل به مساحت ۲۲۰/۱۰ مترمربع پلاک ۵ فرعی از ۱۴۵۷ اصلی محرز گردید. xyxy=(473,568,709,596)
notice-item: ۹-آقای محمد قنبرزهی فرزند درمحمد به ش.ش ۳۶۷۱۱۴۷۸۲۳ صادره از خاش در ششدانگ یکباب منزل به مساحت ۲۰۰/۵۴ مترمربع قسمتی از پلاک ۱ اصلی بخش ۲ بلوچستان محرز گردید. xyxy=(727,600,963,628)
notice-date-1: تاریخ انتشار نوبت اول: ۱۴۰۴/۱۰/۲۸ xyxy=(727,656,844,665)
legal-notice xyxy=(219,832,455,898)
ad-weddingcar-line-1: ماشین عروس xyxy=(53,698,166,717)
ad-weddingcar-line-3: رانا مشکی تمیز مدل ۱۴۰۱ xyxy=(28,742,191,783)
notice-body: برابررای شماره ۱۴۰۴۶۰۳۰۲۰۰۷۰۰۹۸۶۵ هیات دوم موضوع قانون تعیین تکلیف وضعیت ثبتی اراضی و ساختمانهای فاقد سند رسمی مستقر در واحد ثبتی حوزه ثبت ملک فلاورجان تصرفات مالکانه بلامعارض متقاضی آقای کریم قاسمی فرزند رحیم به ش.ش ۱۴۰ صادره از در ششدانگ یکباب خانه نیمه ساز به مساحت ۳۰۹/۲۶ مترمربع قسمتی از پلاک شماره ۱۱۵ اصلی واقع در فلاورجان بخش ۹ حوزه ثبت فلاورجان خریداری از مالک رسمی حسن قاسمی فلاورجانی فرزند حاجی اسماعیل محرز گردیده است. لذا به منظور اطلاع عموم مراتب در دو نوبت به فاصله ۱۵ روز آگهی می شود در صورتی که اشخاص نسبت به صدور سند مالکیت متقاضی اعتراضی داشته باشند می توانند از تاریخ انتشار اولین آگهی به مدت دو ماه اعتراض خود را به این اداره تسلیم و پس از اخذ رسید ظرف مدت یک ماه از تاریخ تسلیم اعتراض دادخواست خود را به مراجع قضایی تقدیم نمایند. بدیهی است در صورت انقضای مدت مذکور و عدم وصول اعتراض طبق مقررات سند مالکیت صادر خواهد شد. xyxy=(727,138,963,249)
notice-item: ۳-خانم حسن سرگزی فرزند عبدالله به ش.ش ۳۶۷۲۰۷۹۹۱۴ صادره از خاش در ششدانگ یکباب منزل به مساحت ۲۴۴/۵ مترمربع قسمتی از پلاک ۴۵ فرعی از ۱ اصلی بخش ۲ بلوچستان محرز گردید. xyxy=(727,433,963,461)
column-middle xyxy=(473,78,709,1436)
